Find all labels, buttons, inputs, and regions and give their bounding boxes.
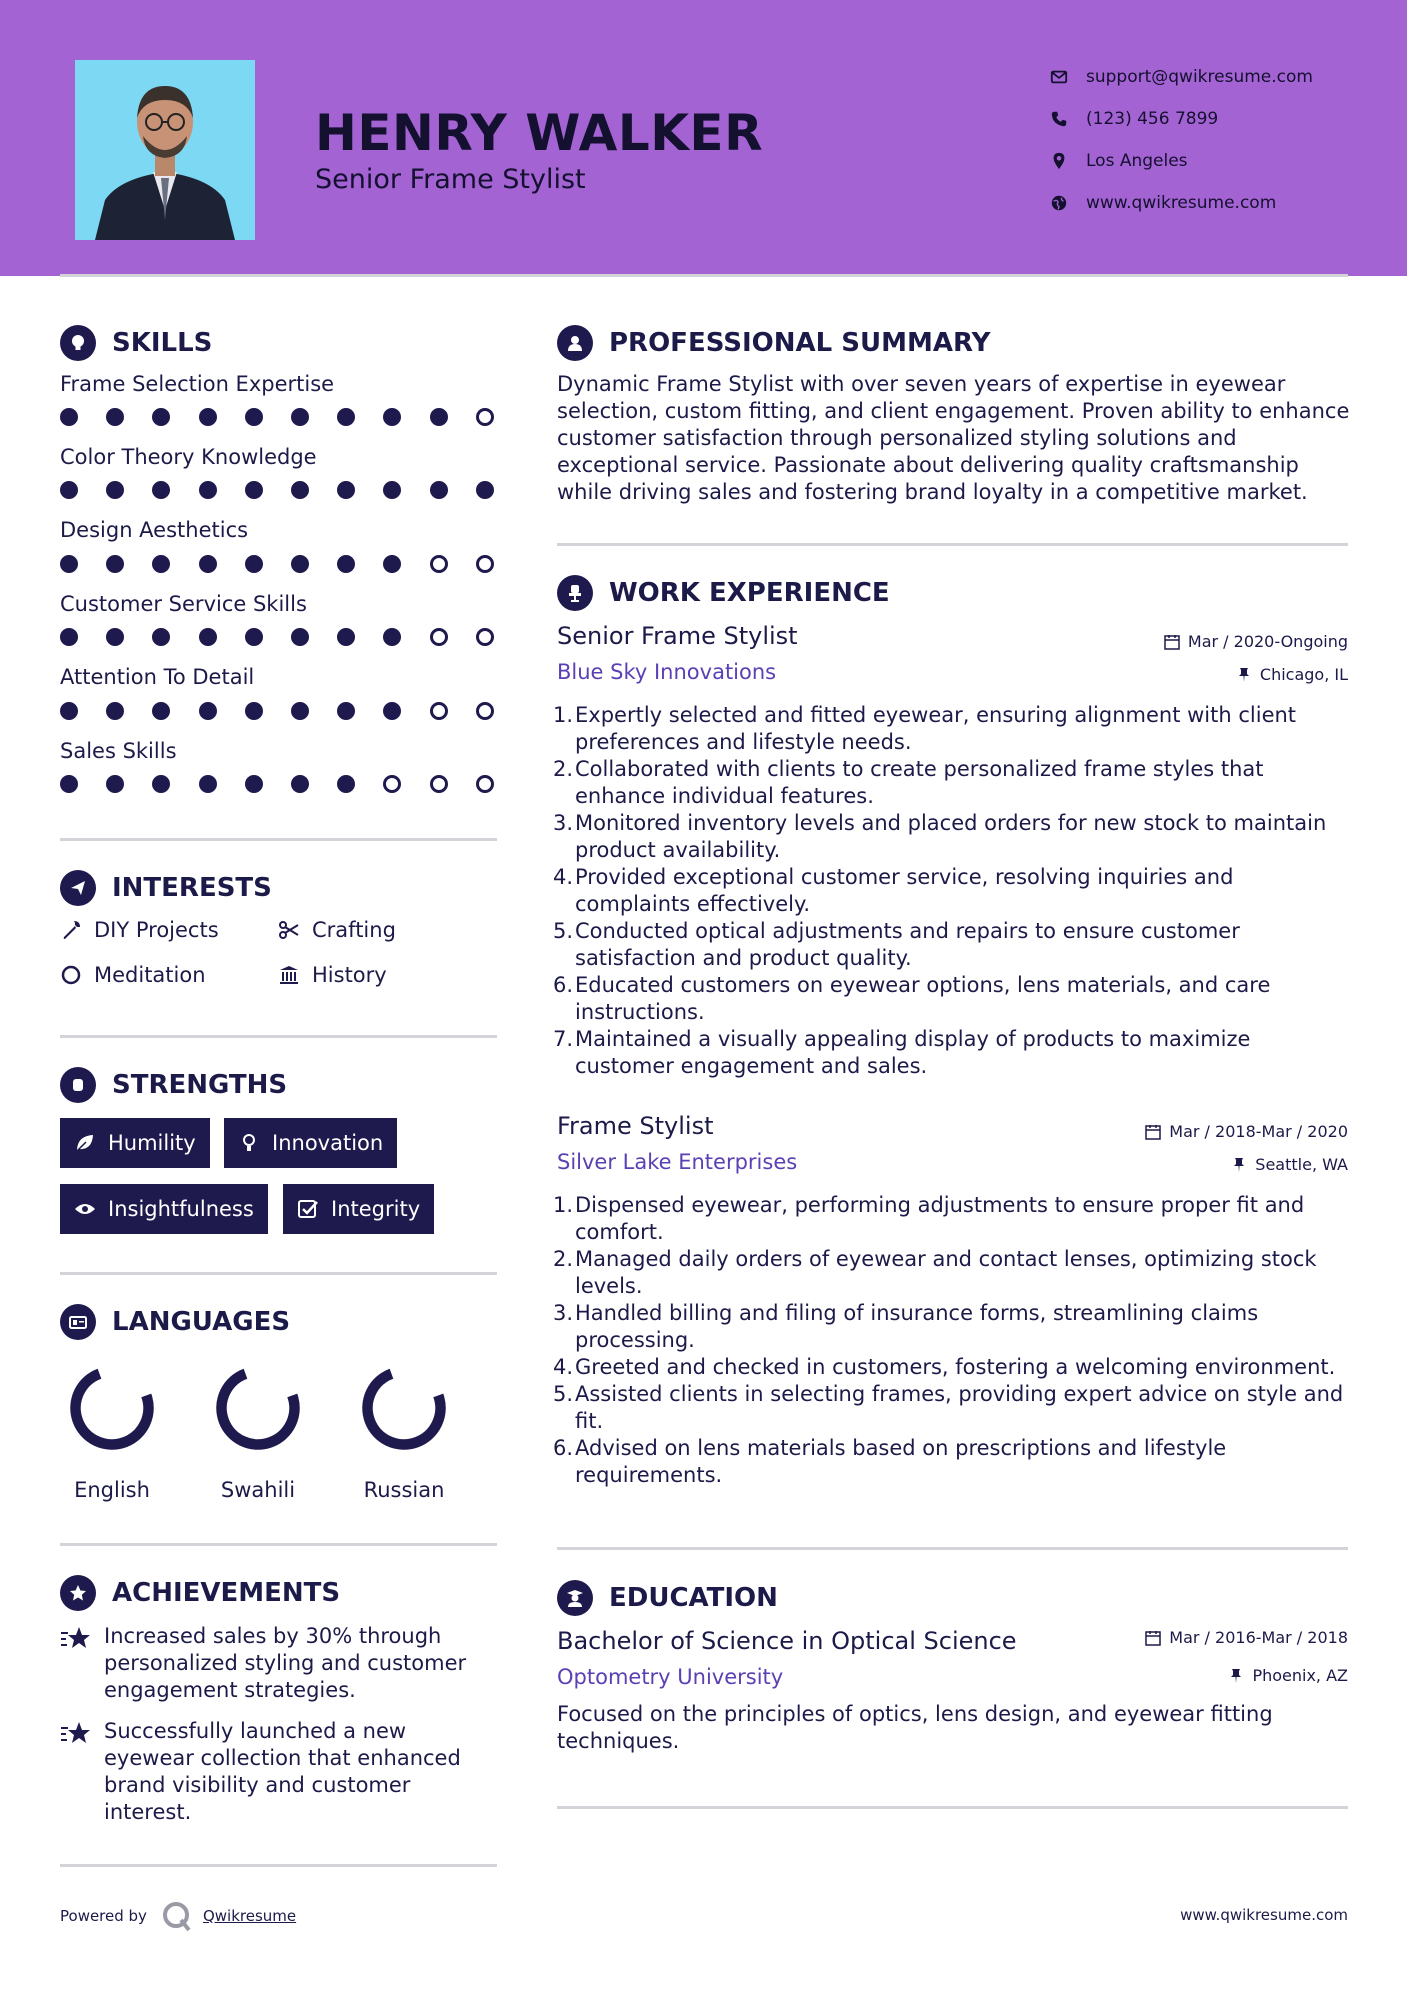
id-card-icon	[60, 1304, 96, 1340]
skill-dot-filled	[430, 408, 448, 426]
skill-dot-filled	[245, 481, 263, 499]
skill-dot-filled	[476, 481, 494, 499]
job-dates: Mar / 2018-Mar / 2020	[1145, 1122, 1348, 1141]
skill-dot-filled	[60, 481, 78, 499]
job-dates: Mar / 2020-Ongoing	[1164, 632, 1348, 651]
footer-powered-by: Powered by Qwikresume	[60, 1900, 296, 1932]
skills-heading: SKILLS	[60, 325, 212, 361]
footer-url[interactable]: www.qwikresume.com	[1180, 1906, 1348, 1924]
skill-dot-filled	[199, 775, 217, 793]
skill-dot-filled	[199, 408, 217, 426]
envelope-icon	[1050, 68, 1068, 86]
checkbox-icon	[297, 1198, 319, 1220]
job-duty: 6. Advised on lens materials based on prescriptions and lifestyle requirements.	[553, 1436, 1227, 1487]
skill-dot-filled	[291, 628, 309, 646]
leaf-icon	[74, 1132, 96, 1154]
job-duty: 3. Monitored inventory levels and placed orders for new stock to maintain product availability.	[553, 811, 1327, 862]
summary-heading: PROFESSIONAL SUMMARY	[557, 325, 990, 361]
skill-dot-filled	[291, 555, 309, 573]
skill-dot-filled	[199, 702, 217, 720]
skill-dot-filled	[337, 775, 355, 793]
skill-dot-filled	[60, 775, 78, 793]
education-dates: Mar / 2016-Mar / 2018	[1145, 1628, 1348, 1647]
map-pin-icon	[1050, 152, 1068, 170]
office-chair-icon	[557, 575, 593, 611]
skill-dot-filled	[199, 481, 217, 499]
job-company: Silver Lake Enterprises	[557, 1150, 798, 1174]
footer-brand-link[interactable]: Qwikresume	[202, 1907, 297, 1925]
skill-dot-filled	[337, 702, 355, 720]
calendar-icon	[1145, 1124, 1161, 1140]
strength-badge: Integrity	[283, 1184, 434, 1234]
language-name: Swahili	[220, 1478, 296, 1502]
strength-badge: Innovation	[224, 1118, 397, 1168]
skill-dot-filled	[383, 408, 401, 426]
skill-dot-filled	[245, 702, 263, 720]
scissors-icon	[278, 919, 300, 941]
language-item	[208, 1360, 308, 1502]
section-divider	[557, 543, 1348, 546]
section-divider	[60, 1543, 497, 1546]
skill-dot-filled	[383, 481, 401, 499]
skill-name: Color Theory Knowledge	[60, 445, 317, 469]
skill-dot-empty	[430, 555, 448, 573]
job-duties	[553, 1192, 1353, 1489]
interest-item: DIY Projects	[60, 918, 219, 942]
skill-dot-filled	[199, 555, 217, 573]
job-duty: 4. Greeted and checked in customers, fostering a welcoming environment.	[553, 1355, 1336, 1379]
skill-dot-filled	[60, 408, 78, 426]
phone-icon	[1050, 110, 1068, 128]
section-divider	[557, 1547, 1348, 1550]
skill-name: Design Aesthetics	[60, 518, 249, 542]
job-duties	[553, 702, 1353, 1080]
language-gauge	[210, 1360, 306, 1456]
job-duty: 6. Educated customers on eyewear options, lens materials, and care instructions.	[553, 973, 1271, 1024]
achievement-item: Successfully launched a new eyewear collection that enhanced brand visibility and customer interest.	[60, 1718, 500, 1826]
paper-plane-icon	[60, 870, 96, 906]
skill-dot-filled	[106, 555, 124, 573]
eye-icon	[74, 1198, 96, 1220]
interests-heading: INTERESTS	[60, 870, 272, 906]
star-icon	[60, 1625, 92, 1653]
skill-dot-filled	[337, 628, 355, 646]
skill-dot-filled	[152, 555, 170, 573]
skill-dot-empty	[476, 775, 494, 793]
section-divider	[60, 1272, 497, 1275]
skill-dot-filled	[337, 408, 355, 426]
strength-badge: Humility	[60, 1118, 210, 1168]
skill-name: Customer Service Skills	[60, 592, 307, 616]
skill-dot-filled	[152, 481, 170, 499]
skill-dot-filled	[106, 408, 124, 426]
contact-email-text: support@qwikresume.com	[1086, 67, 1313, 87]
section-divider	[60, 838, 497, 841]
museum-icon	[278, 964, 300, 986]
pushpin-icon	[1231, 1157, 1247, 1173]
skill-dot-empty	[476, 408, 494, 426]
job-duty: 7. Maintained a visually appealing display of products to maximize customer engagement and sales.	[553, 1027, 1251, 1078]
contact-phone[interactable]	[1050, 98, 1313, 140]
summary-text: Dynamic Frame Stylist with over seven years of expertise in eyewear selection, custom fitting, and client engagement. Proven ability to enhance customer satisfaction through personalized styling solutions and exceptional service. Passionate about delivering quality craftsmanship while driving sales and fostering brand loyalty in a competitive market.	[557, 372, 1350, 504]
job-location: Seattle, WA	[1231, 1155, 1348, 1174]
skill-dot-filled	[106, 775, 124, 793]
language-gauge	[356, 1360, 452, 1456]
skill-dot-filled	[383, 702, 401, 720]
skill-dot-filled	[152, 702, 170, 720]
section-divider	[60, 1864, 497, 1867]
skill-name: Attention To Detail	[60, 665, 255, 689]
skill-dot-filled	[337, 481, 355, 499]
interest-item: Crafting	[278, 918, 396, 942]
pushpin-icon	[1236, 667, 1252, 683]
achievement-item: Increased sales by 30% through personalized styling and customer engagement strategies.	[60, 1623, 500, 1704]
achievements-heading: ACHIEVEMENTS	[60, 1575, 340, 1611]
candidate-name: HENRY WALKER	[315, 104, 764, 162]
education-description: Focused on the principles of optics, lens design, and eyewear fitting techniques.	[557, 1702, 1273, 1753]
skill-dot-filled	[291, 702, 309, 720]
strength-badge: Insightfulness	[60, 1184, 268, 1234]
skill-dot-filled	[245, 628, 263, 646]
job-duty: 2. Collaborated with clients to create personalized frame styles that enhance individual features.	[553, 757, 1264, 808]
section-divider	[60, 1035, 497, 1038]
job-duty: 1. Expertly selected and fitted eyewear, ensuring alignment with client preferences and lifestyle needs.	[553, 703, 1297, 754]
skill-dot-filled	[291, 408, 309, 426]
contact-list	[1050, 56, 1313, 224]
job-duty: 5. Conducted optical adjustments and repairs to ensure customer satisfaction and product quality.	[553, 919, 1240, 970]
skill-dot-empty	[476, 702, 494, 720]
experience-heading: WORK EXPERIENCE	[557, 575, 890, 611]
circle-icon	[60, 964, 82, 986]
strengths-heading: STRENGTHS	[60, 1067, 287, 1103]
person-portrait-icon	[75, 60, 255, 240]
skill-dot-filled	[106, 481, 124, 499]
skill-name: Frame Selection Expertise	[60, 372, 335, 396]
job-duty: 1. Dispensed eyewear, performing adjustments to ensure proper fit and comfort.	[553, 1193, 1305, 1244]
skill-dot-empty	[383, 775, 401, 793]
calendar-icon	[1164, 634, 1180, 650]
skill-dot-filled	[152, 408, 170, 426]
lightbulb-icon	[238, 1132, 260, 1154]
skill-dot-empty	[430, 702, 448, 720]
contact-email[interactable]	[1050, 56, 1313, 98]
contact-website-text: www.qwikresume.com	[1086, 193, 1277, 213]
education-school: Optometry University	[557, 1665, 784, 1689]
job-duty: 5. Assisted clients in selecting frames, providing expert advice on style and fit.	[553, 1382, 1344, 1433]
job-company: Blue Sky Innovations	[557, 660, 777, 684]
header-divider	[60, 274, 1348, 277]
profile-photo	[75, 60, 255, 240]
interest-item: History	[278, 963, 387, 987]
education-degree: Bachelor of Science in Optical Science	[557, 1627, 1017, 1655]
calendar-icon	[1145, 1630, 1161, 1646]
language-gauge	[64, 1360, 160, 1456]
job-title: Senior Frame Stylist	[557, 622, 798, 650]
skill-dot-filled	[245, 408, 263, 426]
languages-heading: LANGUAGES	[60, 1304, 290, 1340]
skill-dot-filled	[199, 628, 217, 646]
skill-dot-empty	[476, 555, 494, 573]
job-title: Frame Stylist	[557, 1112, 714, 1140]
pushpin-icon	[1228, 1668, 1244, 1684]
language-name: English	[74, 1478, 150, 1502]
skill-dot-filled	[60, 555, 78, 573]
skill-dot-empty	[430, 775, 448, 793]
fist-icon	[60, 1067, 96, 1103]
lightbulb-icon	[60, 325, 96, 361]
skill-dot-filled	[430, 481, 448, 499]
language-item	[62, 1360, 162, 1502]
job-duty: 3. Handled billing and filing of insurance forms, streamlining claims processing.	[553, 1301, 1259, 1352]
skill-dot-filled	[337, 555, 355, 573]
skill-dot-filled	[60, 702, 78, 720]
contact-website[interactable]	[1050, 182, 1313, 224]
skill-dot-filled	[106, 702, 124, 720]
skill-dot-filled	[106, 628, 124, 646]
skill-dot-filled	[383, 628, 401, 646]
star-badge-icon	[60, 1575, 96, 1611]
skill-dot-filled	[60, 628, 78, 646]
star-icon	[60, 1720, 92, 1748]
language-name: Russian	[363, 1478, 445, 1502]
user-icon	[557, 325, 593, 361]
interest-item: Meditation	[60, 963, 206, 987]
skill-name: Sales Skills	[60, 739, 177, 763]
skill-dot-filled	[291, 775, 309, 793]
globe-icon	[1050, 194, 1068, 212]
qwikresume-logo-icon	[161, 1900, 193, 1932]
education-heading: EDUCATION	[557, 1580, 778, 1616]
job-duty: 2. Managed daily orders of eyewear and contact lenses, optimizing stock levels.	[553, 1247, 1317, 1298]
skill-dot-filled	[383, 555, 401, 573]
graduate-icon	[557, 1580, 593, 1616]
contact-location-text: Los Angeles	[1086, 151, 1188, 171]
section-divider	[557, 1806, 1348, 1809]
wrench-icon	[60, 919, 82, 941]
skill-dot-filled	[245, 555, 263, 573]
candidate-title: Senior Frame Stylist	[315, 164, 586, 195]
job-duty: 4. Provided exceptional customer service, resolving inquiries and complaints effectively.	[553, 865, 1234, 916]
language-item	[354, 1360, 454, 1502]
skill-dot-empty	[476, 628, 494, 646]
contact-phone-text: (123) 456 7899	[1086, 109, 1219, 129]
job-location: Chicago, IL	[1236, 665, 1348, 684]
skill-dot-filled	[152, 775, 170, 793]
education-location: Phoenix, AZ	[1228, 1666, 1348, 1685]
skill-dot-filled	[245, 775, 263, 793]
resume-header	[0, 0, 1407, 276]
skill-dot-empty	[430, 628, 448, 646]
skill-dot-filled	[291, 481, 309, 499]
contact-location	[1050, 140, 1313, 182]
skill-dot-filled	[152, 628, 170, 646]
